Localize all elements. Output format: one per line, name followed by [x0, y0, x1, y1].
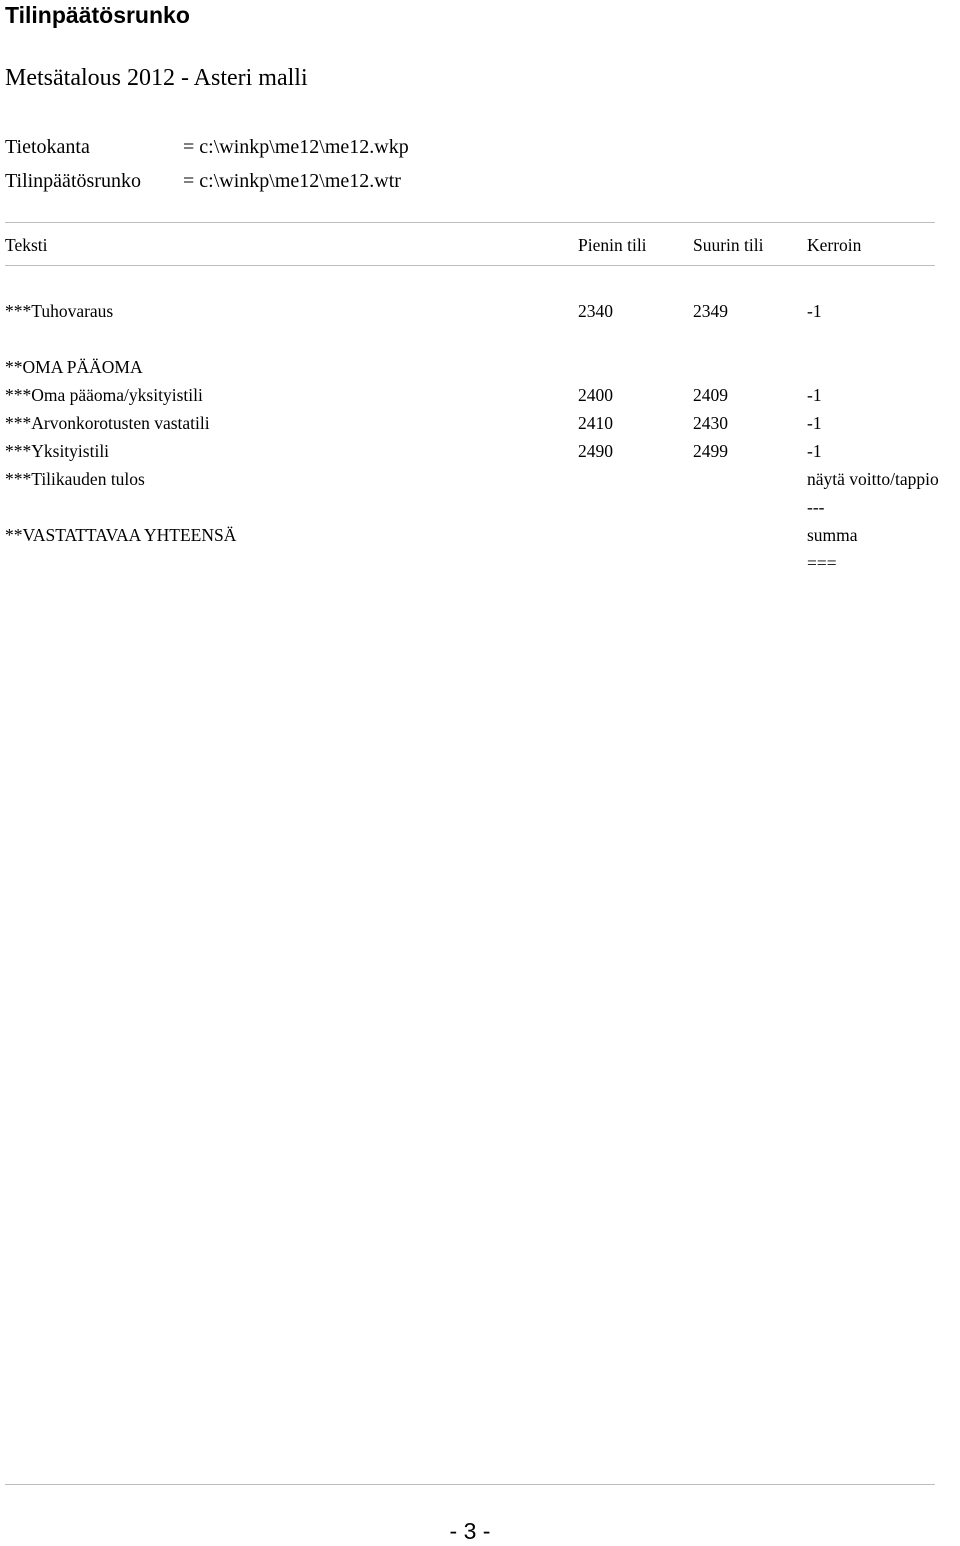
meta-label: Tilinpäätösrunko [5, 170, 141, 192]
meta-value: = c:\winkp\me12\me12.wtr [183, 170, 401, 192]
meta-value: = c:\winkp\me12\me12.wkp [183, 136, 409, 158]
row-min-account: 2340 [578, 301, 613, 321]
row-min-account: 2490 [578, 441, 613, 461]
header-bottom-rule [5, 265, 935, 266]
row-text: ***Arvonkorotusten vastatili [5, 413, 210, 433]
row-text: ***Tuhovaraus [5, 301, 114, 321]
row-text: ***Tilikauden tulos [5, 469, 145, 489]
row-text: **OMA PÄÄOMA [5, 357, 143, 377]
row-factor: -1 [807, 413, 822, 433]
header-top-rule [5, 222, 935, 223]
row-text: ***Yksityistili [5, 441, 110, 461]
row-factor: --- [807, 497, 825, 517]
row-min-account: 2400 [578, 385, 613, 405]
row-text: ***Oma pääoma/yksityistili [5, 385, 203, 405]
row-max-account: 2430 [693, 413, 728, 433]
row-factor: === [807, 553, 837, 573]
row-factor: näytä voitto/tappio [807, 469, 939, 489]
row-factor: -1 [807, 441, 822, 461]
row-factor: summa [807, 525, 858, 545]
meta-row-database [5, 134, 409, 160]
report-subtitle: Metsätalous 2012 - Asteri malli [5, 65, 308, 91]
meta-row-template [5, 168, 401, 194]
row-max-account: 2409 [693, 385, 728, 405]
column-header-min-account: Pienin tili [578, 235, 647, 255]
column-header-max-account: Suurin tili [693, 235, 764, 255]
meta-label: Tietokanta [5, 136, 90, 158]
row-text: **VASTATTAVAA YHTEENSÄ [5, 525, 237, 545]
row-max-account: 2349 [693, 301, 728, 321]
row-min-account: 2410 [578, 413, 613, 433]
row-factor: -1 [807, 385, 822, 405]
column-header-text: Teksti [5, 235, 48, 255]
row-factor: -1 [807, 301, 822, 321]
report-title: Tilinpäätösrunko [5, 2, 190, 28]
page-number: - 3 - [449, 1518, 491, 1544]
column-header-factor: Kerroin [807, 235, 862, 255]
row-max-account: 2499 [693, 441, 728, 461]
footer-rule [5, 1484, 935, 1485]
